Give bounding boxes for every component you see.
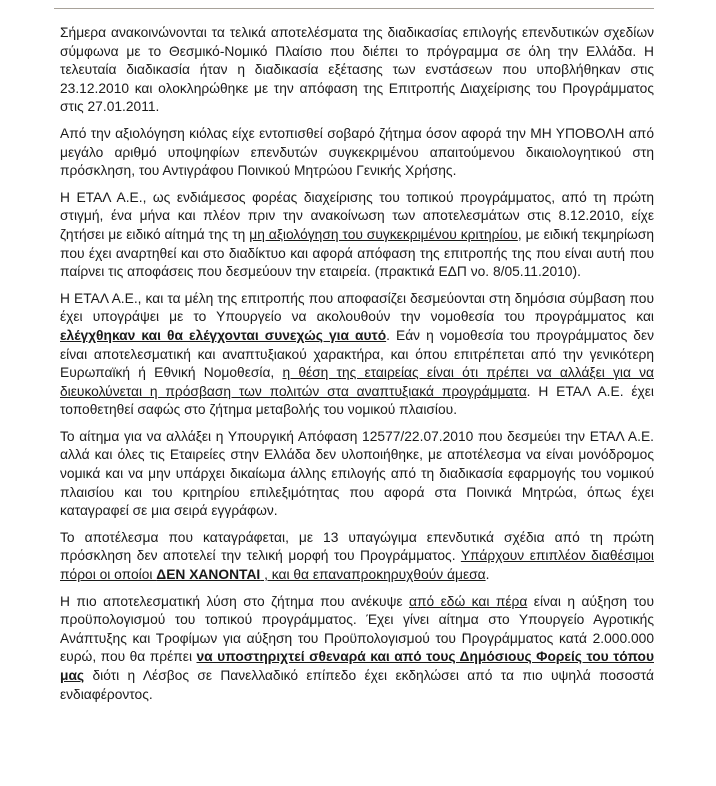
text-segment: Η πιο αποτελεσματική λύση στο ζήτημα που ανέκυψε (60, 593, 409, 609)
text-segment: , με ειδική τεκμηρίωση που έχει αναρτηθεί και στο διαδίκτυο και αφορά απόφαση της επιτροπής της που είναι αυτή που παίρνει τις αποφάσεις που δεσμεύουν την εταιρεία. (πρακτικά ΕΔΠ νο. 8/05.11.2010). (60, 226, 655, 280)
text-segment: Το αποτέλεσμα που καταγράφεται, με 13 υπαγώγιμα επενδυτικά σχέδια από τη πρώτη πρόσκληση δεν αποτελεί την τελική μορφή του Προγράμματος. (60, 529, 654, 564)
text-segment: . Εάν η νομοθεσία του προγράμματος δεν είναι αποτελεσματική και αναπτυξιακού χαρακτήρα, και όπου επιτρέπεται από την γενικότερη Ευρωπαϊκή ή Εθνική Νομοθεσία, (60, 327, 654, 381)
paragraph-7 (60, 593, 654, 705)
paragraph-1 (60, 24, 654, 117)
text-segment: Σήμερα ανακοινώνονται τα τελικά αποτελέσματα της διαδικασίας επιλογής επενδυτικών σχεδίων σύμφωνα με το Θεσμικό-Νομικό Πλαίσιο που διέπει το πρόγραμμα σε όλη την Ελλάδα. Η τελευταία διαδικασία ήταν η διαδικασία εξέτασης των ενστάσεων που υποβλήθηκαν στις 23.12.2010 και ολοκληρώθηκε με την απόφαση της Επιτροπής Διαχείρισης του Προγράμματος στις 27.01.2011. (60, 25, 654, 115)
paragraph-4 (60, 290, 654, 420)
paragraph-3 (60, 189, 654, 282)
bold-underlined-text: ελέγχθηκαν και θα ελέγχονται συνεχώς για αυτό (60, 327, 387, 343)
top-divider (54, 8, 654, 9)
underlined-text: μη αξιολόγηση του συγκεκριμένου κριτηρίου (249, 226, 518, 242)
paragraph-5 (60, 428, 654, 521)
paragraph-6 (60, 529, 654, 585)
text-segment: είναι η αύξηση του προϋπολογισμού του τοπικού προγράμματος. Έχει γίνει αίτημα στο Υπουργείο Αγροτικής Ανάπτυξης και Τροφίμων για αύξηση του Προϋπολογισμού του Προγράμματος κατά 2.000.000 ευρώ, που θα πρέπει (60, 593, 654, 665)
text-segment: . (485, 567, 490, 583)
bold-underlined-text: ΔΕΝ ΧΑΝΟΝΤΑΙ (156, 567, 261, 583)
text-segment: . Η ΕΤΑΛ Α.Ε. έχει τοποθετηθεί σαφώς στο ζήτημα μεταβολής του νομικού πλαισίου. (60, 383, 654, 418)
paragraph-2 (60, 125, 654, 181)
underlined-text: Υπάρχουν επιπλέον διαθέσιμοι πόροι οι οποίοι (60, 548, 654, 583)
text-segment: Η ΕΤΑΛ Α.Ε., και τα μέλη της επιτροπής που αποφασίζει δεσμεύονται στη δημόσια σύμβαση που έχει υπογράψει με το Υπουργείο να ακολουθούν την νομοθεσία του προγράμματος και (60, 290, 654, 325)
underlined-text: η θέση της εταιρείας είναι ότι πρέπει να αλλάξει για να διευκολύνεται η πρόσβαση των πολιτών στα αναπτυξιακά προγράμματα (60, 365, 655, 399)
bold-underlined-text: να υποστηριχτεί σθεναρά και από τους Δημόσιους Φορείς του τόπου μας (60, 649, 654, 683)
text-segment: διότι η Λέσβος σε Πανελλαδικό επίπεδο έχει εκδηλώσει από τα πιο υψηλά ποσοστά ενδιαφέροντος. (60, 668, 654, 702)
text-segment: Από την αξιολόγηση κιόλας είχε εντοπισθεί σοβαρό ζήτημα όσον αφορά την ΜΗ ΥΠΟΒΟΛΗ από μεγάλο αριθμό υποψηφίων επενδυτών συγκεκριμένου απαιτούμενου δικαιολογητικού στη πρόσκληση, του Αντιγράφου Ποινικού Μητρώου Γενικής Χρήσης. (60, 125, 654, 179)
underlined-text: από εδώ και πέρα (409, 593, 528, 609)
text-segment: Το αίτημα για να αλλάξει η Υπουργική Απόφαση 12577/22.07.2010 που δεσμεύει την ΕΤΑΛ Α.Ε. αλλά και όλες τις Εταιρείες στην Ελλάδα δεν υλοποιήθηκε, με αποτέλεσμα να είναι μονόδρομος νομικά και να μην υπάρχει δικαίωμα άλλης επιλογής από τη διαδικασία εφαρμογής του νομικού πλαισίου και του κριτηρίου επιλεξιμότητας που αφορά στα Ποινικά Μητρώα, όπως έχει καταγραφεί σε μια σειρά εγγράφων. (60, 428, 654, 519)
underlined-text: , και θα επαναπροκηρυχθούν άμεσα (260, 567, 486, 583)
text-segment: Η ΕΤΑΛ Α.Ε., ως ενδιάμεσος φορέας διαχείρισης του τοπικού προγράμματος, από τη πρώτη στιγμή, ένα μήνα και πλέον πριν την ανακοίνωση των αποτελεσμάτων στις 8.12.2010, είχε ζητήσει με ειδικό αίτημά της τη (60, 189, 654, 242)
document-body (60, 24, 654, 712)
